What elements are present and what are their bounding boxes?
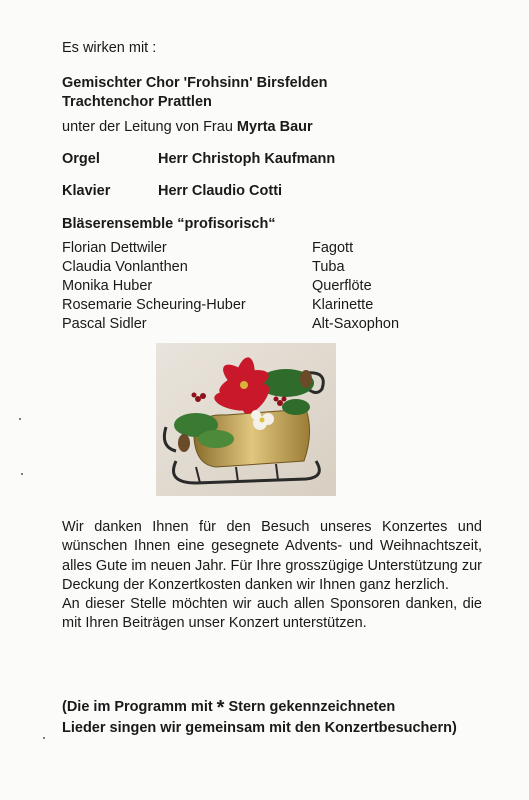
choir-name: Gemischter Chor 'Frohsinn' Birsfelden [62,75,328,91]
note-text: Stern gekennzeichneten [228,699,396,715]
sleigh-illustration [156,343,336,496]
sing-along-note [62,697,457,738]
choir-name: Trachtenchor Prattlen [62,94,212,110]
paper-speck [19,418,21,420]
thank-you-text [62,518,482,634]
note-line: Lieder singen wir gemeinsam mit den Konzertbesuchern) [62,720,457,736]
note-line [62,697,457,718]
member-instrument: Fagott [312,240,354,256]
ensemble-title: Bläserensemble “profisorisch“ [62,216,276,232]
soloist-person: Herr Christoph Kaufmann [158,151,336,167]
conductor-name: Myrta Baur [236,119,313,135]
note-text: (Die im Programm mit [62,699,213,715]
soloist-role: Klavier [62,183,111,199]
conductor-prefix: unter der Leitung von Frau [62,119,237,135]
intro-heading: Es wirken mit : [62,40,157,56]
member-name: Florian Dettwiler [62,240,167,256]
conductor-line [62,118,313,136]
member-instrument: Querflöte [312,278,372,294]
star-marker: * [216,697,225,719]
paper-speck [21,473,23,475]
paper-speck [43,737,45,739]
member-name: Claudia Vonlanthen [62,259,188,275]
christmas-sleigh-photo [156,343,336,496]
thanks-paragraph: Wir danken Ihnen für den Besuch unseres Konzertes und wünschen Ihnen eine gesegnete Advents- und Weihnachtszeit, alles Gute im neuen Jahr. Für Ihre grosszügige Unterstützung zur Deckung der Konzertkosten danken wir Ihnen ganz herzlich. [62,519,482,593]
member-name: Pascal Sidler [62,316,147,332]
member-instrument: Klarinette [312,297,374,313]
soloist-role: Orgel [62,151,100,167]
member-instrument: Alt-Saxophon [312,316,400,332]
member-name: Monika Huber [62,278,153,294]
member-instrument: Tuba [312,259,345,275]
soloist-person: Herr Claudio Cotti [158,183,283,199]
thanks-paragraph: An dieser Stelle möchten wir auch allen Sponsoren danken, die mit Ihren Beiträgen unser Konzert unterstützen. [62,596,482,632]
member-name: Rosemarie Scheuring-Huber [62,297,246,313]
